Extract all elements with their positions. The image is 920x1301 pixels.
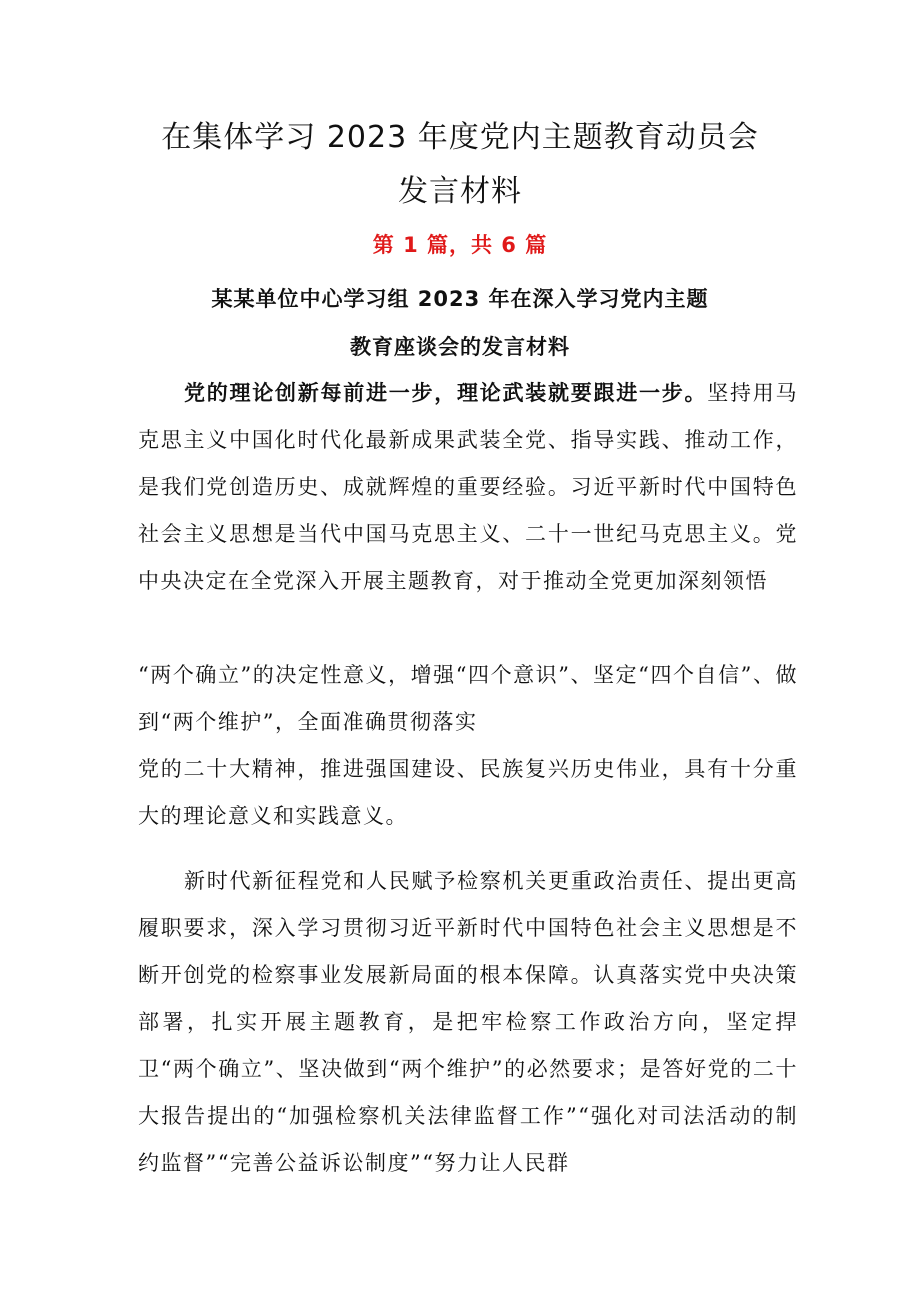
paragraph-text: “两个确立”的决定性意义，增强“四个意识”、坚定“四个自信”、做到“两个维护”，全面准确贯彻落实 <box>138 663 798 734</box>
paragraph-text: 新时代新征程党和人民赋予检察机关更重政治责任、提出更高履职要求，深入学习贯彻习近平新时代中国特色社会主义思想是不断开创党的检察事业发展新局面的根本保障。认真落实党中央决策部署，扎实开展主题教育，是把牢检察工作政治方向，坚定捍卫“两个确立”、坚决做到“两个维护”的必然要求；是答好党的二十大报告提出的“加强检察机关法律监督工作”“强化对司法活动的制约监督”“完善公益诉讼制度”“努力让人民群 <box>138 869 798 1175</box>
body-paragraph-1 <box>138 370 798 605</box>
body-paragraph-2 <box>138 652 798 746</box>
body-paragraph-3 <box>138 746 798 840</box>
article-subtitle-line-2: 教育座谈会的发言材料 <box>350 335 570 359</box>
article-subtitle-line-1: 某某单位中心学习组 2023 年在深入学习党内主题 <box>211 287 709 311</box>
paragraph-text: 坚持用马克思主义中国化时代化最新成果武装全党、指导实践、推动工作，是我们党创造历史、成就辉煌的重要经验。习近平新时代中国特色社会主义思想是当代中国马克思主义、二十一世纪马克思主义。党中央决定在全党深入开展主题教育，对于推动全党更加深刻领悟 <box>138 381 798 593</box>
document-title-line-2: 发言材料 <box>398 174 522 209</box>
body-paragraph-4 <box>138 858 798 1187</box>
paragraph-lead-sentence: 党的理论创新每前进一步，理论武装就要跟进一步。 <box>184 381 708 405</box>
paragraph-text: 党的二十大精神，推进强国建设、民族复兴历史伟业，具有十分重大的理论意义和实践意义。 <box>138 757 798 828</box>
part-counter-label: 第 1 篇，共 6 篇 <box>372 233 548 257</box>
document-title-line-1: 在集体学习 2023 年度党内主题教育动员会 <box>161 120 759 155</box>
